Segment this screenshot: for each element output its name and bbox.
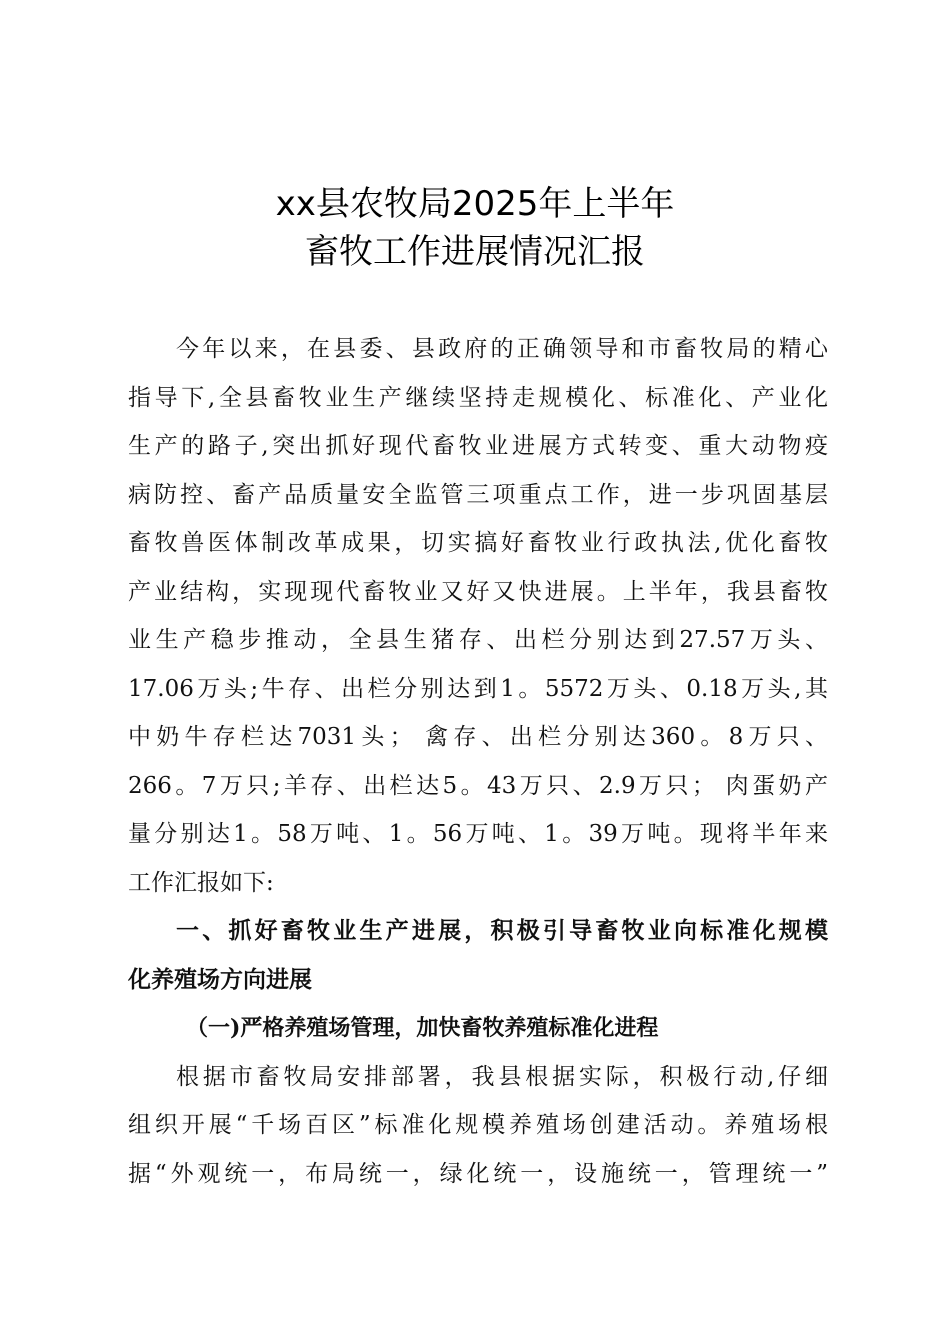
paragraph1-line: 17.06万头;牛存、出栏分别达到1。5572万头、0.18万头,其 — [128, 675, 828, 702]
section-heading-line2: 化养殖场方向进展 — [128, 966, 312, 993]
document-body — [128, 325, 828, 1198]
paragraph2-line: 据“外观统一，布局统一，绿化统一，设施统一，管理统一” — [128, 1160, 828, 1187]
document-title-line2: 畜牧工作进展情况汇报 — [305, 232, 645, 272]
paragraph1-line: 中奶牛存栏达7031头； 禽存、出栏分别达360。8万只、 — [128, 724, 828, 750]
paragraph1-line: 266。7万只;羊存、出栏达5。43万只、2.9万只； 肉蛋奶产 — [128, 772, 828, 799]
paragraph1-line: 工作汇报如下: — [128, 869, 274, 896]
paragraph2-line: 根据市畜牧局安排部署，我县根据实际，积极行动,仔细 — [176, 1063, 828, 1090]
paragraph1-line: 量分别达1。58万吨、1。56万吨、1。39万吨。现将半年来 — [128, 821, 828, 847]
paragraph1-line: 畜牧兽医体制改革成果，切实搞好畜牧业行政执法,优化畜牧 — [128, 530, 828, 556]
paragraph1-line: 生产的路子,突出抓好现代畜牧业进展方式转变、重大动物疫 — [128, 433, 828, 459]
paragraph1-line: 病防控、畜产品质量安全监管三项重点工作，进一步巩固基层 — [128, 481, 828, 508]
paragraph1-line: 业生产稳步推动，全县生猪存、出栏分别达到27.57万头、 — [128, 627, 828, 653]
paragraph1-line: 今年以来，在县委、县政府的正确领导和市畜牧局的精心 — [176, 336, 828, 362]
document-title-line1: xx县农牧局2025年上半年 — [275, 184, 675, 224]
paragraph1-line: 产业结构，实现现代畜牧业又好又快进展。上半年，我县畜牧 — [128, 578, 828, 605]
paragraph1-line: 指导下,全县畜牧业生产继续坚持走规模化、标准化、产业化 — [128, 384, 828, 411]
section-heading-line1: 一、抓好畜牧业生产进展，积极引导畜牧业向标准化规模 — [176, 918, 828, 944]
subsection-heading: （一)严格养殖场管理，加快畜牧养殖标准化进程 — [186, 1015, 659, 1041]
paragraph2-line: 组织开展“千场百区”标准化规模养殖场创建活动。养殖场根 — [128, 1112, 828, 1138]
